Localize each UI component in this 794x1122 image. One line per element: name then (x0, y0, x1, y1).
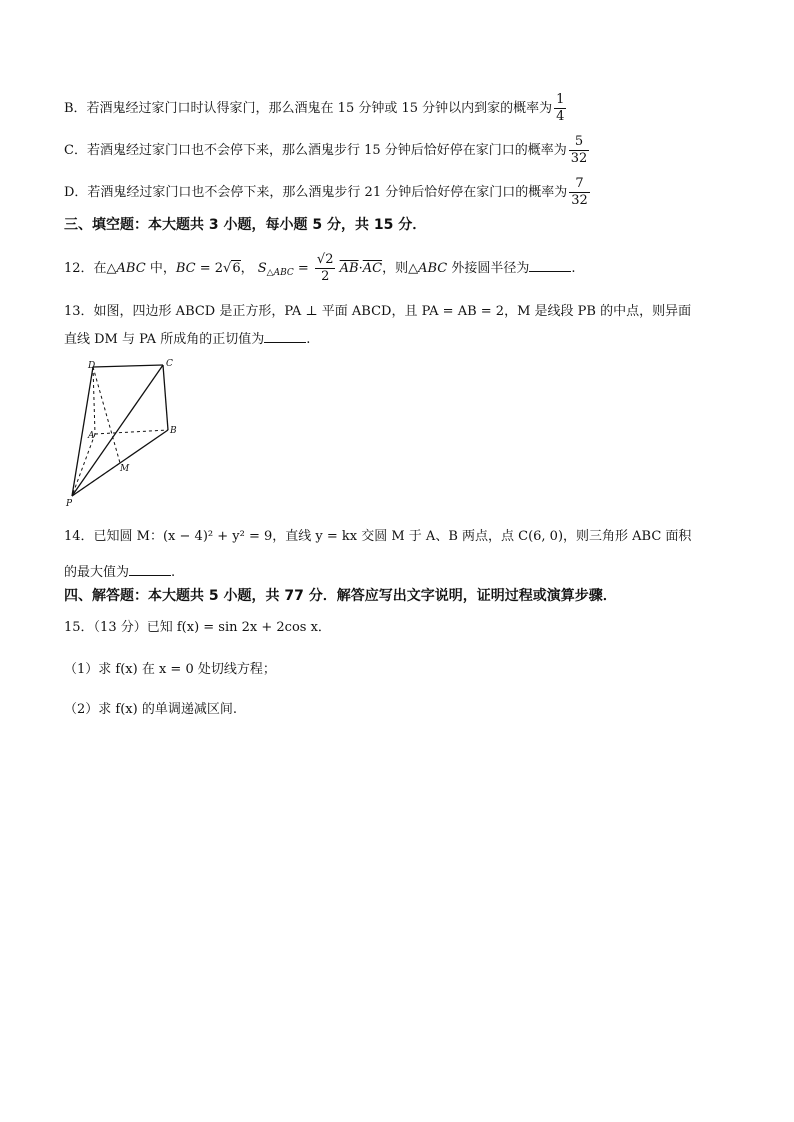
option-c (64, 134, 589, 167)
question-15-part2: （2）求 f(x) 的单调递减区间. (64, 702, 237, 717)
option-c-fraction: $\frac{5}{32}$ (570, 134, 588, 166)
question-14-line2: 的最大值为 . (64, 561, 175, 583)
question-12: 12．在△ABC 中，BC = 2√6， $S_{\triangle ABC}$ = $\frac{√2}{2}$ $\overline{AB}\cdot\overline{AC}$，则△ABC 外接圆半径为 . (64, 252, 576, 284)
label-c: C (166, 359, 173, 369)
option-b-text: B．若酒鬼经过家门口时认得家门，那么酒鬼在 15 分钟或 15 分钟以内到家的概率为 (64, 101, 553, 116)
q12-fraction: $\frac{√2}{2}$ (316, 252, 334, 284)
edge-pc (72, 365, 163, 496)
option-b-fraction: $\frac{1}{4}$ (556, 92, 565, 124)
option-d-fraction: $\frac{7}{32}$ (571, 176, 588, 208)
answer-blank-13 (264, 328, 306, 343)
answer-blank-14 (129, 561, 171, 576)
question-15-stem: 15．（13 分）已知 f(x) = sin 2x + 2cos x． (64, 620, 331, 635)
edge-dc (93, 365, 163, 367)
option-b (64, 92, 566, 125)
edge-cb (163, 365, 168, 430)
answer-blank-12 (529, 257, 571, 272)
question-13-line2: 直线 DM 与 PA 所成角的正切值为 . (64, 328, 310, 350)
edge-da (93, 367, 95, 434)
label-m: M (120, 464, 130, 474)
option-d-text: D．若酒鬼经过家门口也不会停下来，那么酒鬼步行 21 分钟后恰好停在家门口的概率为 (64, 185, 568, 200)
question-15-part1: （1）求 f(x) 在 x = 0 处切线方程； (64, 662, 276, 677)
label-a: A (88, 431, 95, 441)
section-4-heading: 四、解答题：本大题共 5 小题，共 77 分．解答应写出文字说明，证明过程或演算步骤． (64, 588, 617, 604)
label-p: P (66, 499, 73, 509)
label-b: B (170, 426, 177, 436)
option-d (64, 176, 590, 209)
section-3-heading: 三、填空题：本大题共 3 小题，每小题 5 分，共 15 分． (64, 217, 427, 233)
label-d: D (88, 361, 96, 371)
option-c-text: C．若酒鬼经过家门口也不会停下来，那么酒鬼步行 15 分钟后恰好停在家门口的概率为 (64, 143, 567, 158)
edge-ab (95, 430, 168, 434)
edge-ap (72, 434, 95, 496)
question-14-line1: 14．已知圆 M：(x − 4)² + y² = 9，直线 y = kx 交圆 M 于 A、B 两点，点 C(6, 0)，则三角形 ABC 面积 (64, 529, 692, 544)
pyramid-figure (62, 356, 182, 510)
segment-dm (93, 367, 120, 463)
edge-pb (72, 430, 168, 496)
question-13-line1: 13．如图，四边形 ABCD 是正方形，PA ⊥ 平面 ABCD，且 PA = AB = 2，M 是线段 PB 的中点，则异面 (64, 304, 692, 319)
